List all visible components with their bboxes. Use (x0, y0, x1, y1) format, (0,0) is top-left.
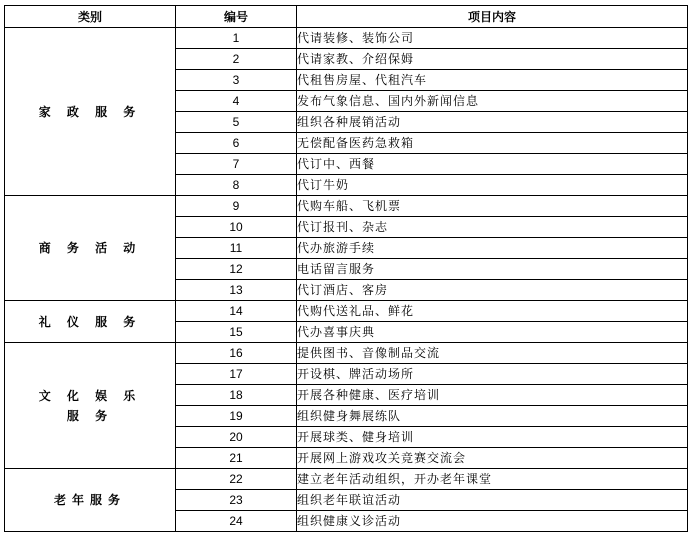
content-cell: 代办旅游手续 (297, 238, 688, 259)
header-content: 项目内容 (297, 6, 688, 28)
table-row (5, 343, 688, 364)
number-cell: 20 (176, 427, 297, 448)
category-cell: 家 政 服 务 (5, 28, 176, 196)
category-cell: 礼 仪 服 务 (5, 301, 176, 343)
number-cell: 13 (176, 280, 297, 301)
content-cell: 代订牛奶 (297, 175, 688, 196)
number-cell: 24 (176, 511, 297, 532)
content-cell: 组织各种展销活动 (297, 112, 688, 133)
content-cell: 代请装修、装饰公司 (297, 28, 688, 49)
header-category: 类别 (5, 6, 176, 28)
content-cell: 代租售房屋、代租汽车 (297, 70, 688, 91)
number-cell: 22 (176, 469, 297, 490)
content-cell: 组织老年联谊活动 (297, 490, 688, 511)
content-cell: 建立老年活动组织，开办老年课堂 (297, 469, 688, 490)
number-cell: 11 (176, 238, 297, 259)
number-cell: 12 (176, 259, 297, 280)
content-cell: 代请家教、介绍保姆 (297, 49, 688, 70)
content-cell: 提供图书、音像制品交流 (297, 343, 688, 364)
number-cell: 9 (176, 196, 297, 217)
number-cell: 7 (176, 154, 297, 175)
number-cell: 15 (176, 322, 297, 343)
content-cell: 发布气象信息、国内外新闻信息 (297, 91, 688, 112)
category-cell: 文 化 娱 乐 服 务 (5, 343, 176, 469)
number-cell: 17 (176, 364, 297, 385)
service-table (4, 5, 688, 532)
table-row (5, 469, 688, 490)
header-row (5, 6, 688, 28)
content-cell: 代办喜事庆典 (297, 322, 688, 343)
content-cell: 代购代送礼品、鲜花 (297, 301, 688, 322)
content-cell: 开展球类、健身培训 (297, 427, 688, 448)
number-cell: 2 (176, 49, 297, 70)
content-cell: 代订酒店、客房 (297, 280, 688, 301)
number-cell: 16 (176, 343, 297, 364)
content-cell: 开展网上游戏攻关竞赛交流会 (297, 448, 688, 469)
number-cell: 10 (176, 217, 297, 238)
category-cell: 老年服务 (5, 469, 176, 532)
category-cell: 商 务 活 动 (5, 196, 176, 301)
number-cell: 6 (176, 133, 297, 154)
number-cell: 4 (176, 91, 297, 112)
number-cell: 14 (176, 301, 297, 322)
table-body (5, 28, 688, 532)
content-cell: 代购车船、飞机票 (297, 196, 688, 217)
number-cell: 3 (176, 70, 297, 91)
content-cell: 电话留言服务 (297, 259, 688, 280)
content-cell: 代订报刊、杂志 (297, 217, 688, 238)
number-cell: 19 (176, 406, 297, 427)
table-row (5, 301, 688, 322)
content-cell: 无偿配备医药急救箱 (297, 133, 688, 154)
number-cell: 21 (176, 448, 297, 469)
content-cell: 代订中、西餐 (297, 154, 688, 175)
header-number: 编号 (176, 6, 297, 28)
number-cell: 18 (176, 385, 297, 406)
content-cell: 开设棋、牌活动场所 (297, 364, 688, 385)
number-cell: 5 (176, 112, 297, 133)
table-row (5, 28, 688, 49)
table-row (5, 196, 688, 217)
content-cell: 组织健康义诊活动 (297, 511, 688, 532)
number-cell: 23 (176, 490, 297, 511)
content-cell: 组织健身舞展练队 (297, 406, 688, 427)
number-cell: 8 (176, 175, 297, 196)
content-cell: 开展各种健康、医疗培训 (297, 385, 688, 406)
number-cell: 1 (176, 28, 297, 49)
